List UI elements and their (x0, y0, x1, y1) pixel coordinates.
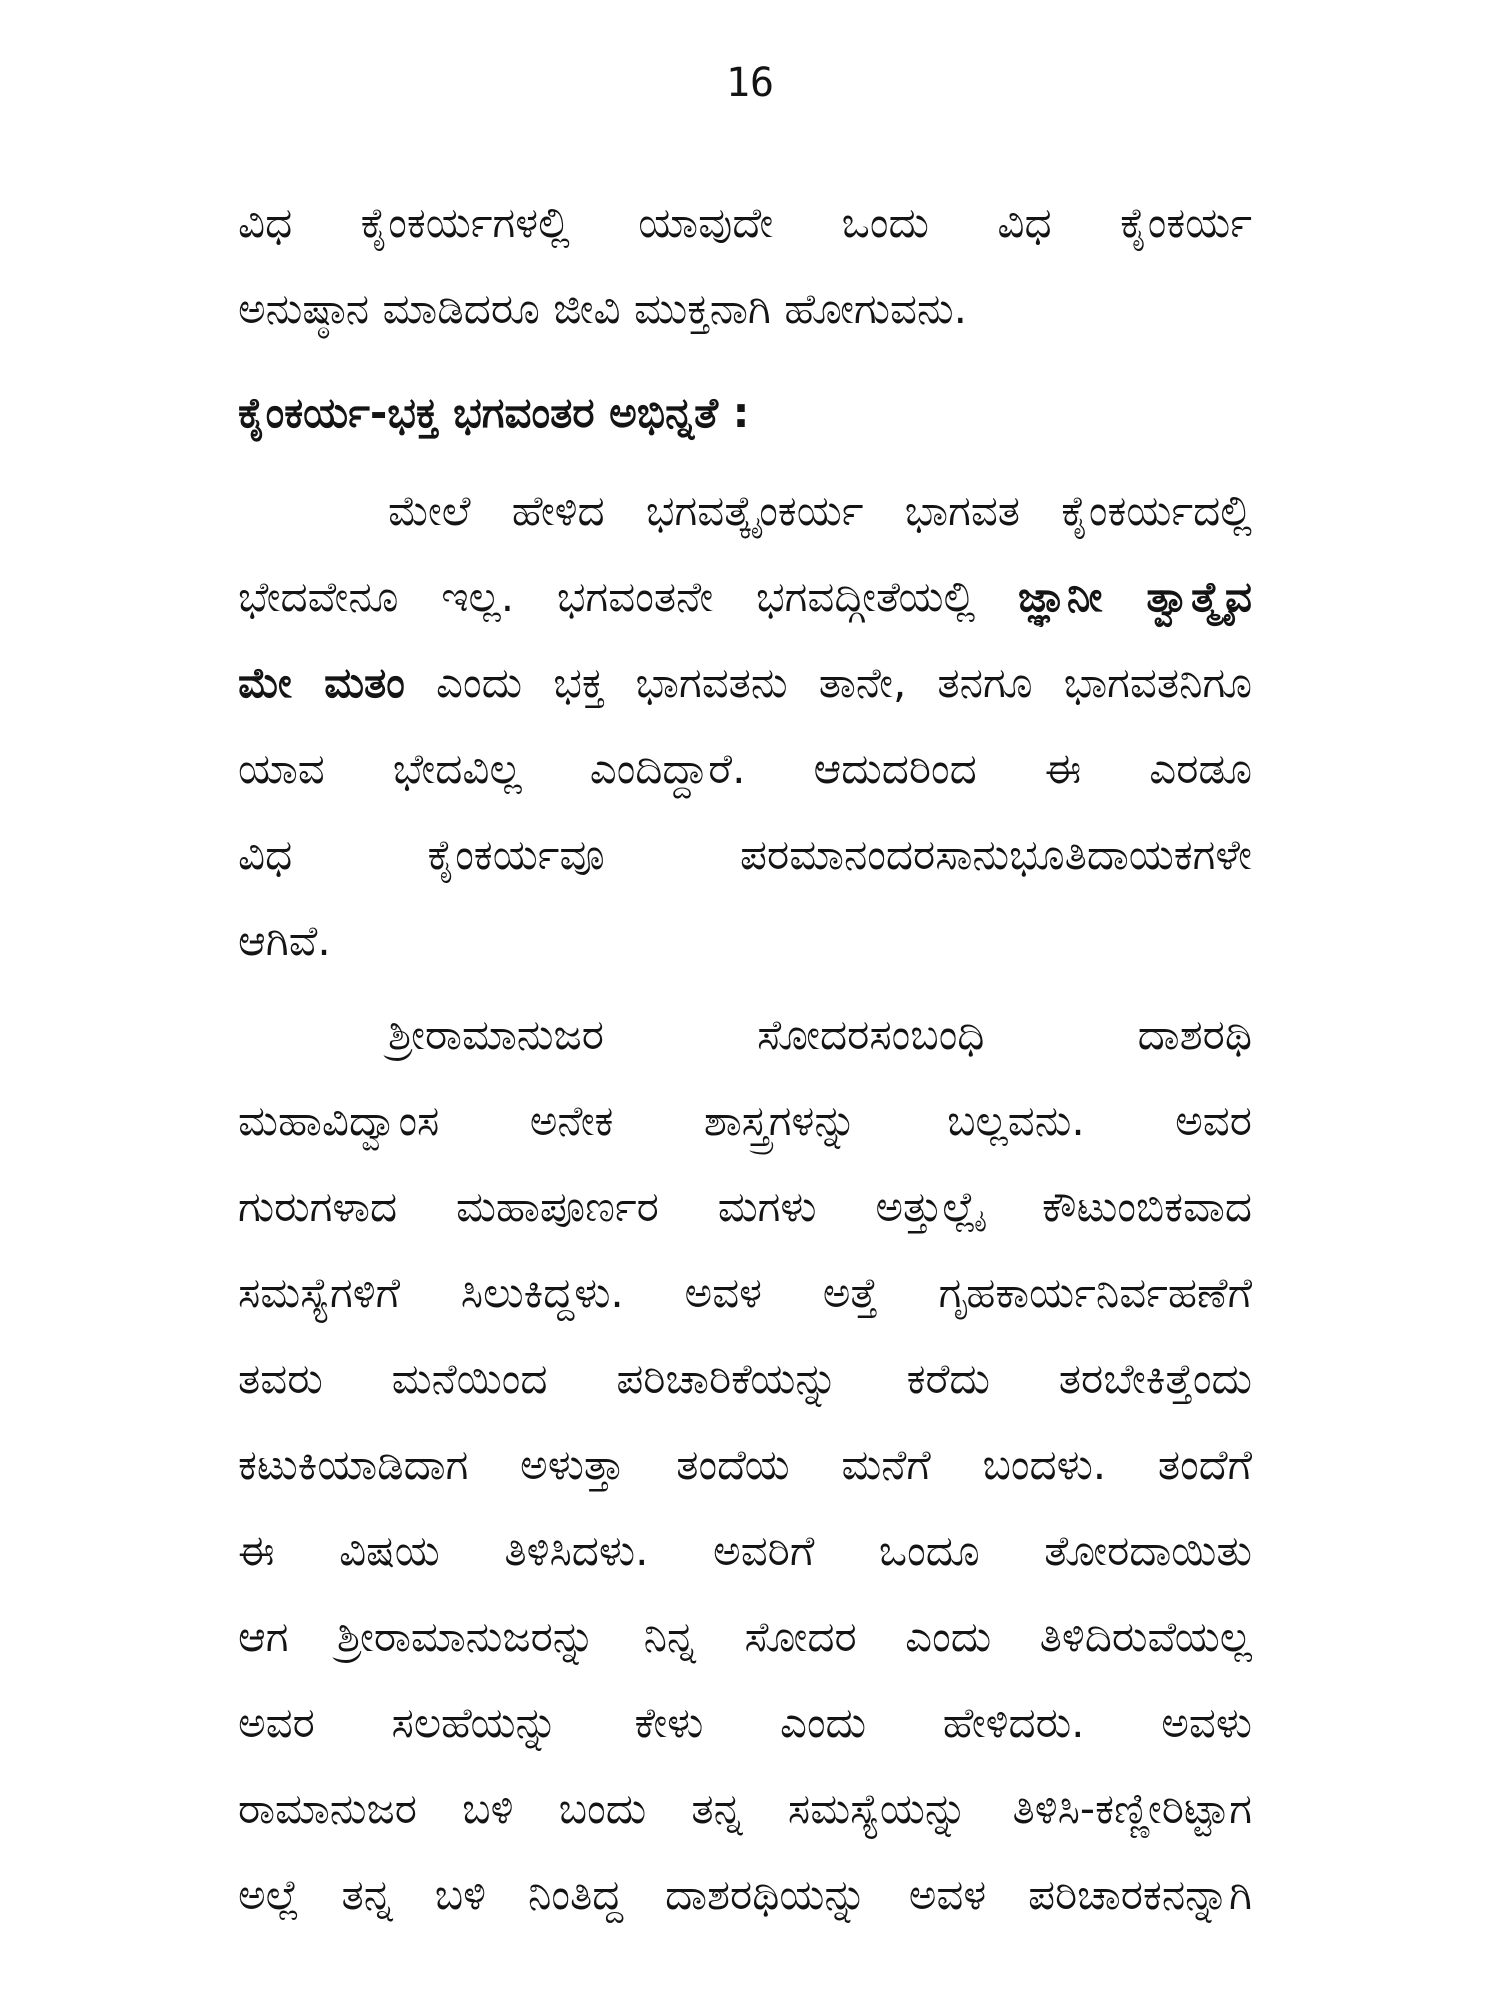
paragraph-line: ಯಾವ ಭೇದವಿಲ್ಲ ಎಂದಿದ್ದಾರೆ. ಆದುದರಿಂದ ಈ ಎರಡೂ (238, 744, 1252, 793)
paragraph-line: ಮಹಾವಿದ್ವಾಂಸ ಅನೇಕ ಶಾಸ್ತ್ರಗಳನ್ನು ಬಲ್ಲವನು. ಅವರ (238, 1096, 1252, 1145)
page-number: 16 (725, 60, 775, 106)
section-heading-text: ಕೈಂಕರ್ಯ-ಭಕ್ತ ಭಗವಂತರ ಅಭಿನ್ನತೆ : (238, 388, 750, 437)
paragraph-line: ಅನುಷ್ಠಾನ ಮಾಡಿದರೂ ಜೀವಿ ಮುಕ್ತನಾಗಿ ಹೋಗುವನು. (238, 284, 968, 333)
paragraph-1 (238, 180, 1252, 352)
paragraph-line: ತವರು ಮನೆಯಿಂದ ಪರಿಚಾರಿಕೆಯನ್ನು ಕರೆದು ತರಬೇಕಿತ್ತೆಂದು (238, 1354, 1252, 1403)
paragraph-line: ಅವರ ಸಲಹೆಯನ್ನು ಕೇಳು ಎಂದು ಹೇಳಿದರು. ಅವಳು (238, 1698, 1252, 1747)
bold-quote: ಜ್ಞಾನೀ ತ್ವಾತ್ಮೈವ (1018, 572, 1252, 621)
paragraph-line: ರಾಮಾನುಜರ ಬಳಿ ಬಂದು ತನ್ನ ಸಮಸ್ಯೆಯನ್ನು ತಿಳಿಸಿ-ಕಣ್ಣೀರಿಟ್ಟಾಗ (238, 1784, 1252, 1833)
paragraph-2 (238, 468, 1252, 984)
section-heading (238, 370, 1252, 456)
paragraph-3 (238, 992, 1252, 1938)
paragraph-line: ಕಟುಕಿಯಾಡಿದಾಗ ಅಳುತ್ತಾ ತಂದೆಯ ಮನೆಗೆ ಬಂದಳು. ತಂದೆಗೆ (238, 1440, 1252, 1489)
paragraph-line (238, 554, 1252, 640)
paragraph-line: ಈ ವಿಷಯ ತಿಳಿಸಿದಳು. ಅವರಿಗೆ ಒಂದೂ ತೋರದಾಯಿತು (238, 1526, 1252, 1575)
paragraph-line: ಅಲ್ಲೆ ತನ್ನ ಬಳಿ ನಿಂತಿದ್ದ ದಾಶರಥಿಯನ್ನು ಅವಳ ಪರಿಚಾರಕನನ್ನಾಗಿ (238, 1870, 1252, 1919)
paragraph-text: ಎಂದು ಭಕ್ತ ಭಾಗವತನು ತಾನೇ, ತನಗೂ ಭಾಗವತನಿಗೂ (404, 658, 1252, 707)
paragraph-line: ಶ್ರೀರಾಮಾನುಜರ ಸೋದರಸಂಬಂಧಿ ದಾಶರಥಿ (388, 1010, 1252, 1059)
paragraph-line: ಆಗ ಶ್ರೀರಾಮಾನುಜರನ್ನು ನಿನ್ನ ಸೋದರ ಎಂದು ತಿಳಿದಿರುವೆಯಲ್ಲ (238, 1612, 1252, 1661)
paragraph-line: ವಿಧ ಕೈಂಕರ್ಯಗಳಲ್ಲಿ ಯಾವುದೇ ಒಂದು ವಿಧ ಕೈಂಕರ್ಯ (238, 198, 1252, 247)
paragraph-line (238, 640, 1252, 726)
bold-quote: ಮೇ ಮತಂ (238, 658, 405, 707)
paragraph-line: ಆಗಿವೆ. (238, 916, 331, 965)
paragraph-line: ಗುರುಗಳಾದ ಮಹಾಪೂರ್ಣರ ಮಗಳು ಅತ್ತುಲ್ಲೈ ಕೌಟುಂಬಿಕವಾದ (238, 1182, 1252, 1231)
paragraph-line: ಸಮಸ್ಯೆಗಳಿಗೆ ಸಿಲುಕಿದ್ದಳು. ಅವಳ ಅತ್ತೆ ಗೃಹಕಾರ್ಯನಿರ್ವಹಣೆಗೆ (238, 1268, 1252, 1317)
paragraph-line: ಮೇಲೆ ಹೇಳಿದ ಭಗವತ್ಕೈಂಕರ್ಯ ಭಾಗವತ ಕೈಂಕರ್ಯದಲ್ಲಿ (388, 486, 1252, 535)
paragraph-text: ಭೇದವೇನೂ ಇಲ್ಲ. ಭಗವಂತನೇ ಭಗವದ್ಗೀತೆಯಲ್ಲಿ (238, 572, 1019, 621)
paragraph-line: ವಿಧ ಕೈಂಕರ್ಯವೂ ಪರಮಾನಂದರಸಾನುಭೂತಿದಾಯಕಗಳೇ (238, 830, 1252, 879)
